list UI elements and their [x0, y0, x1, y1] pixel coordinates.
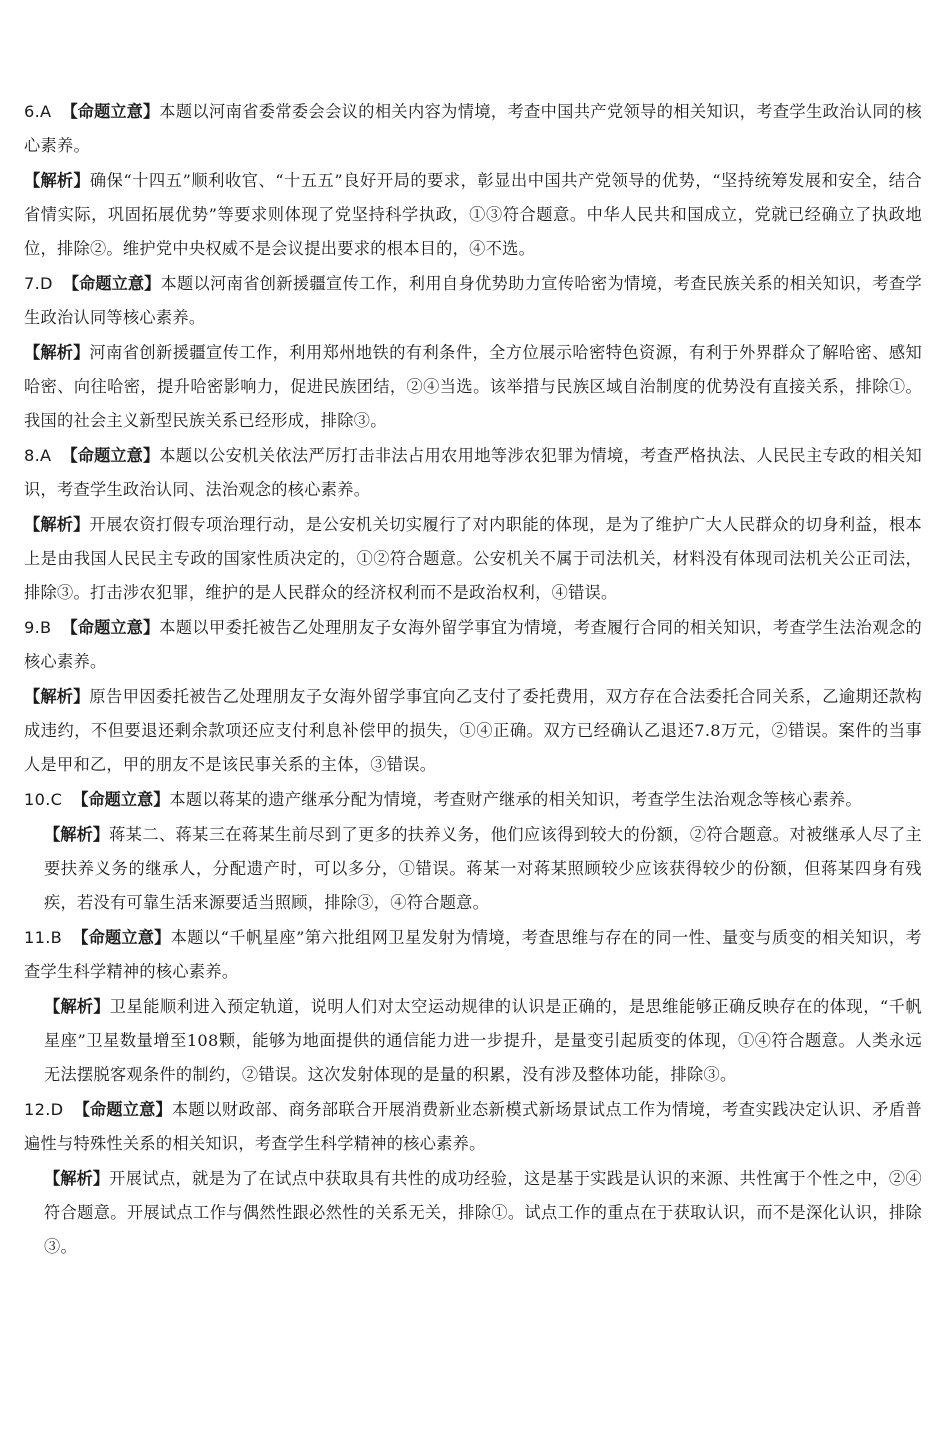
intent-text: 本题以河南省委常委会会议的相关内容为情境，考查中国共产党领导的相关知识，考查学生政治认同的核心素养。: [24, 102, 923, 155]
intent-tag: 【命题立意】: [72, 790, 170, 809]
question-number: 11.: [24, 928, 51, 947]
question-8: [24, 439, 922, 610]
question-7: [24, 267, 922, 438]
analysis-paragraph: [24, 680, 922, 782]
intent-text: 本题以蒋某的遗产继承分配为情境，考查财产继承的相关知识，考查学生法治观念等核心素养。: [169, 790, 862, 809]
intent-text: 本题以甲委托被告乙处理朋友子女海外留学事宜为情境，考查履行合同的相关知识，考查学生法治观念的核心素养。: [24, 618, 923, 671]
intent-tag: 【命题立意】: [61, 102, 160, 121]
intent-paragraph: [24, 783, 922, 817]
answer-letter: B: [40, 618, 52, 637]
analysis-text: 蒋某二、蒋某三在蒋某生前尽到了更多的扶养义务，他们应该得到较大的份额，②符合题意。对被继承人尽了主要扶养义务的继承人，分配遗产时，可以多分，①错误。蒋某一对蒋某照顾较少应该获得较少的份额，但蒋某四身有残疾，若没有可靠生活来源要适当照顾，排除③，④符合题意。: [44, 825, 923, 912]
analysis-paragraph: [24, 508, 922, 610]
answer-letter: A: [40, 102, 52, 121]
analysis-paragraph: [24, 1162, 922, 1264]
analysis-paragraph: [24, 818, 922, 920]
intent-text: 本题以“千帆星座”第六批组网卫星发射为情境，考查思维与存在的同一性、量变与质变的相关知识，考查学生科学精神的核心素养。: [24, 928, 922, 981]
question-9: [24, 611, 922, 782]
analysis-paragraph: [24, 990, 922, 1092]
question-12: [24, 1093, 922, 1264]
analysis-tag: 【解析】: [24, 515, 90, 534]
answer-letter: D: [40, 274, 53, 293]
analysis-text: 确保“十四五”顺利收官、“十五五”良好开局的要求，彰显出中国共产党领导的优势，“坚持统筹发展和安全，结合省情实际，巩固拓展优势”等要求则体现了党坚持科学执政，①③符合题意。中华人民共和国成立，党就已经确立了执政地位，排除②。维护党中央权威不是会议提出要求的根本目的，④不选。: [24, 171, 922, 258]
analysis-text: 原告甲因委托被告乙处理朋友子女海外留学事宜向乙支付了委托费用，双方存在合法委托合同关系，乙逾期还款构成违约，不但要退还剩余款项还应支付利息补偿甲的损失，①④正确。双方已经确认乙退还7.8万元，②错误。案件的当事人是甲和乙，甲的朋友不是该民事关系的主体，③错误。: [24, 687, 922, 774]
question-number: 8.: [24, 446, 41, 465]
question-10: [24, 783, 922, 920]
intent-paragraph: [24, 1093, 922, 1161]
intent-tag: 【命题立意】: [73, 1100, 172, 1119]
answer-letter: C: [50, 790, 63, 809]
analysis-text: 开展农资打假专项治理行动，是公安机关切实履行了对内职能的体现，是为了维护广大人民群众的切身利益，根本上是由我国人民民主专政的国家性质决定的，①②符合题意。公安机关不属于司法机关，材料没有体现司法机关公正司法，排除③。打击涉农犯罪，维护的是人民群众的经济权利而不是政治权利，④错误。: [24, 515, 922, 602]
question-number: 10.: [24, 790, 51, 809]
intent-tag: 【命题立意】: [72, 928, 171, 947]
analysis-tag: 【解析】: [44, 825, 110, 844]
analysis-tag: 【解析】: [24, 171, 90, 190]
analysis-text: 河南省创新援疆宣传工作，利用郑州地铁的有利条件，全方位展示哈密特色资源，有利于外界群众了解哈密、感知哈密、向往哈密，提升哈密影响力，促进民族团结，②④当选。该举措与民族区域自治制度的优势没有直接关系，排除①。我国的社会主义新型民族关系已经形成，排除③。: [24, 343, 922, 430]
question-number: 9.: [24, 618, 41, 637]
intent-text: 本题以公安机关依法严厉打击非法占用农用地等涉农犯罪为情境，考查严格执法、人民民主专政的相关知识，考查学生政治认同、法治观念的核心素养。: [24, 446, 923, 499]
analysis-text: 卫星能顺利进入预定轨道，说明人们对太空运动规律的认识是正确的，是思维能够正确反映存在的体现，“千帆星座”卫星数量增至108颗，能够为地面提供的通信能力进一步提升，是量变引起质变的体现，①④符合题意。人类永远无法摆脱客观条件的制约，②错误。这次发射体现的是量的积累，没有涉及整体功能，排除③。: [44, 997, 922, 1084]
analysis-tag: 【解析】: [44, 1169, 110, 1188]
intent-paragraph: [24, 439, 922, 507]
question-11: [24, 921, 922, 1092]
analysis-tag: 【解析】: [44, 997, 110, 1016]
question-6: [24, 95, 922, 266]
analysis-tag: 【解析】: [24, 343, 90, 362]
question-number: 7.: [24, 274, 41, 293]
question-number: 6.: [24, 102, 41, 121]
intent-paragraph: [24, 611, 922, 679]
intent-tag: 【命题立意】: [62, 274, 161, 293]
answer-letter: D: [50, 1100, 64, 1119]
analysis-paragraph: [24, 164, 922, 266]
analysis-text: 开展试点，就是为了在试点中获取具有共性的成功经验，这是基于实践是认识的来源、共性寓于个性之中，②④符合题意。开展试点工作与偶然性跟必然性的关系无关，排除①。试点工作的重点在于获取认识，而不是深化认识，排除③。: [44, 1169, 923, 1256]
intent-paragraph: [24, 921, 922, 989]
answer-letter: B: [50, 928, 63, 947]
intent-tag: 【命题立意】: [61, 446, 160, 465]
question-number: 12.: [24, 1100, 51, 1119]
intent-paragraph: [24, 95, 922, 163]
intent-tag: 【命题立意】: [61, 618, 160, 637]
analysis-tag: 【解析】: [24, 687, 90, 706]
analysis-paragraph: [24, 336, 922, 438]
intent-text: 本题以财政部、商务部联合开展消费新业态新模式新场景试点工作为情境，考查实践决定认识、矛盾普遍性与特殊性关系的相关知识，考查学生科学精神的核心素养。: [24, 1100, 923, 1153]
intent-paragraph: [24, 267, 922, 335]
intent-text: 本题以河南省创新援疆宣传工作，利用自身优势助力宣传哈密为情境，考查民族关系的相关知识，考查学生政治认同等核心素养。: [24, 274, 923, 327]
answer-letter: A: [40, 446, 52, 465]
